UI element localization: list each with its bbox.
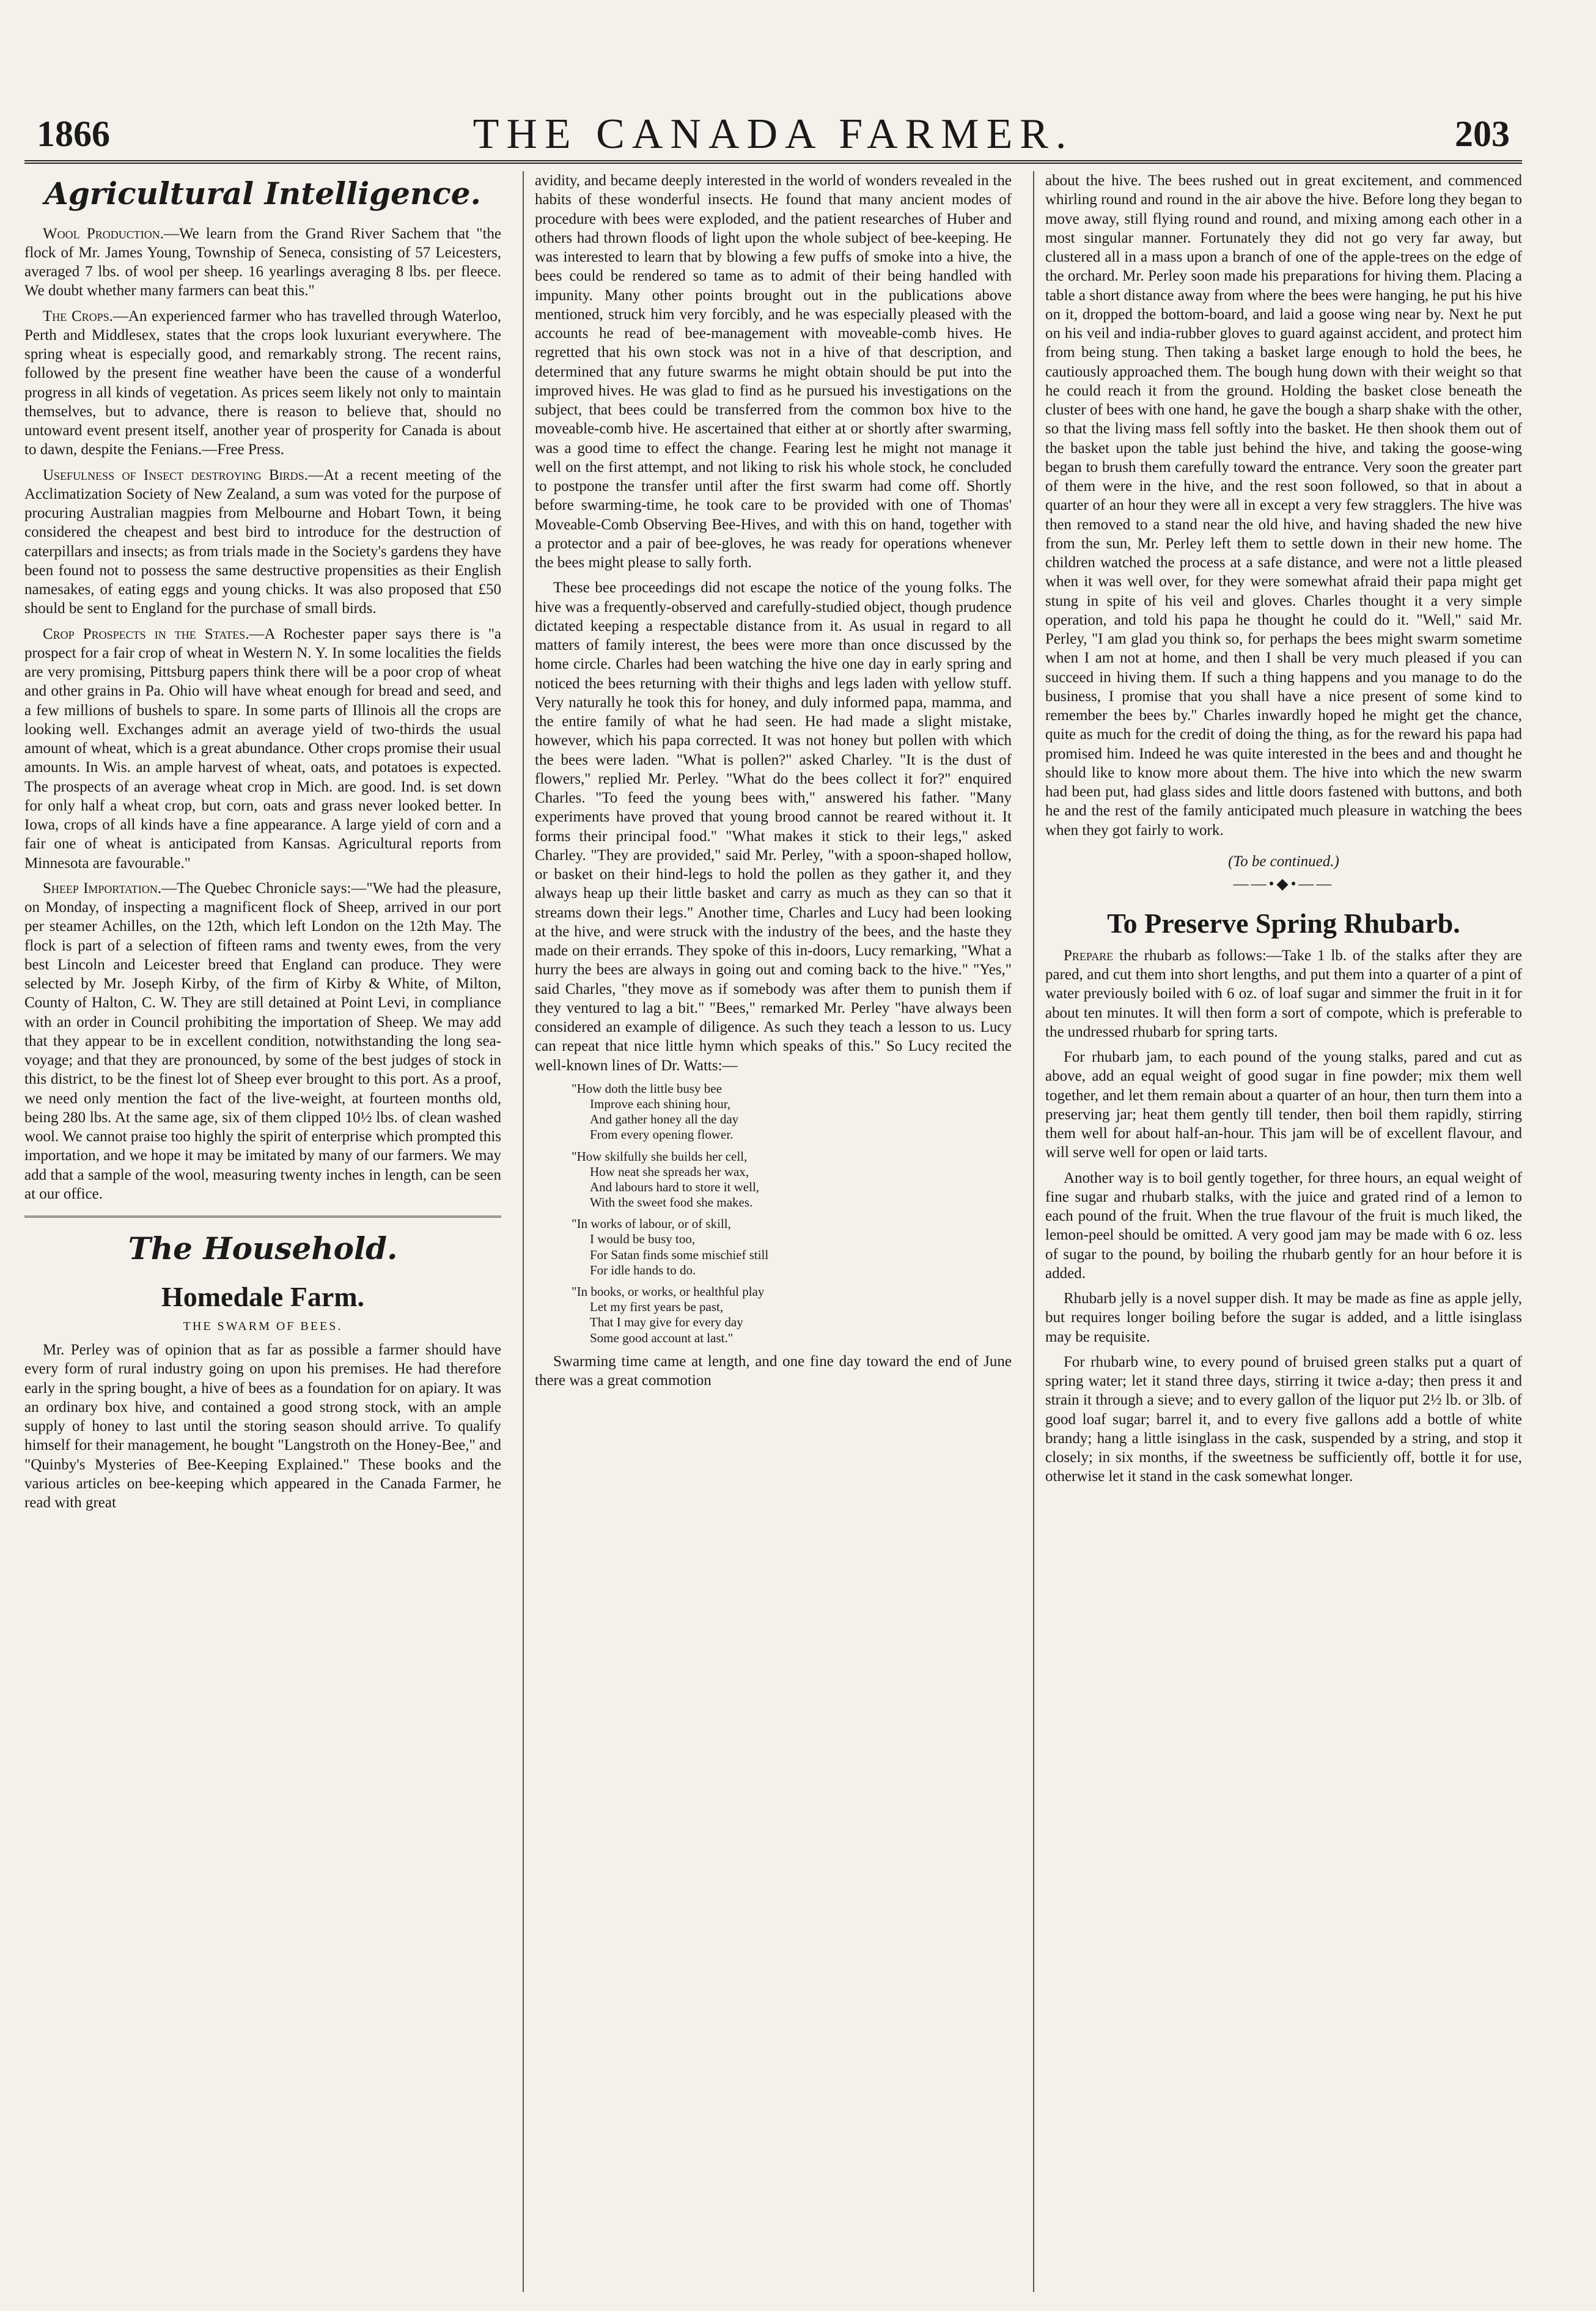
stanza-gap — [572, 1210, 1012, 1216]
poem-line: With the sweet food she makes. — [590, 1195, 753, 1210]
poem-line: And labours hard to store it well, — [590, 1179, 760, 1194]
article-paragraph — [24, 625, 501, 873]
poem-line: And gather honey all the day — [590, 1112, 739, 1127]
continued-note: (To be continued.) — [1228, 853, 1339, 870]
paragraph-text: the rhubarb as follows:—Take 1 lb. of the stalks after they are pared, and cut them into short lengths, and put them into a quarter of a pint of water previously boiled with 6 oz. of loaf sugar and simmer the fruit in it for about ten minutes. It will then form a sort of compote, which is preferable to the undressed rhubarb for spring tarts. — [1045, 947, 1522, 1040]
paragraph-text: For rhubarb jam, to each pound of the young stalks, pared and cut as above, add an equal weight of good sugar in fine powder; mix them well together, and let them remain about a quarter of an hour, then turn them into a preserving jar; heat them gently till tender, then boil them rapidly, stirring them well for about half-an-hour. This jam will be of excellent flavour, and will serve well for open or laid tarts. — [1045, 1049, 1522, 1161]
paragraph-text: Rhubarb jelly is a novel supper dish. It may be made as fine as apple jelly, but requires longer boiling before the sugar is added, and a little isinglass may be requisite. — [1045, 1290, 1522, 1345]
paragraph-lead: Wool Production. — [43, 225, 164, 242]
article-paragraph: Mr. Perley was of opinion that as far as possible a farmer should have every form of rural industry going on upon his premises. He had therefore early in the spring bought, a hive of bees as a foundation for on apiary. It was an ordinary box hive, and contained a good strong stock, with an ample supply of honey to last until the storing season should arrive. To qualify himself for their management, he bought "Langstroth on the Honey-Bee," and "Quinby's Mysteries of Bee-Keeping Explained." These books and the various articles on bee-keeping which appeared in the Canada Farmer, he read with great — [24, 1342, 501, 1511]
article-paragraph — [1045, 946, 1522, 1042]
article-subtitle: THE SWARM OF BEES. — [183, 1320, 343, 1333]
poem-line: "In books, or works, or healthful play — [572, 1284, 765, 1299]
poem-line: For idle hands to do. — [590, 1262, 696, 1277]
column-2 — [535, 171, 1012, 2292]
paragraph-lead: The Crops. — [43, 307, 113, 325]
ornament-divider: ——•◆•—— — [1233, 876, 1334, 892]
article-paragraph — [1045, 1048, 1522, 1163]
section-title-agricultural: Agricultural Intelligence. — [45, 175, 481, 211]
paragraph-lead: Crop Prospects in the States. — [43, 625, 249, 642]
poem-line: How neat she spreads her wax, — [590, 1164, 749, 1179]
poem-line: That I may give for every day — [590, 1315, 743, 1330]
column-1 — [24, 171, 501, 2292]
poem-line: Improve each shining hour, — [590, 1096, 731, 1111]
page-number: 203 — [1455, 114, 1510, 154]
article-paragraph — [24, 307, 501, 460]
paragraph-text: —The Quebec Chronicle says:—"We had the pleasure, on Monday, of inspecting a magnificent flock of Sheep, arrived in our port per steamer Achilles, on the 12th, which left London on the 12th May. The flock is part of a selection of fifteen rams and twenty ewes, from the very best Lincoln and Leicester breed that England can produce. They were selected by Mr. Joseph Kirby, of the firm of Kirby & White, of Milton, County of Halton, C. W. They are still detained at Point Levi, in compliance with an order in Council prohibiting the importation of Sheep. We may add that they appear to be in excellent condition, notwithstanding the long sea-voyage; and that they are pronounced, by some of the best judges of stock in this district, to be the finest lot of Sheep ever brought to this port. As a proof, we need only mention the fact of the live-weight, at fourteen months old, being 280 lbs. At the same age, six of them clipped 10½ lbs. of clean washed wool. We cannot praise too highly the spirit of enterprise which prompted this importation, and we hope it may be imitated by many of our farmers. We may add that a sample of the wool, measuring twenty inches in length, can be seen at our office. — [24, 880, 501, 1202]
article-paragraph — [1045, 1289, 1522, 1347]
poem-line: From every opening flower. — [590, 1127, 734, 1142]
article-title-rhubarb: To Preserve Spring Rhubarb. — [1107, 908, 1460, 939]
paragraph-text: —An experienced farmer who has travelled through Waterloo, Perth and Middlesex, states that the crops look luxuriant everywhere. The spring wheat is especially good, and remarkably strong. The recent rains, followed by the present fine weather have been the cause of a wonderful progress in all kinds of vegetation. As prices seem likely not only to maintain themselves, but to advance, there is reason to believe that, should no untoward event present itself, another year of prosperity for Canada is about to dawn, despite the Fenians.—Free Press. — [24, 307, 501, 458]
paragraph-text: For rhubarb wine, to every pound of bruised green stalks put a quart of spring water; let it stand three days, stirring it twice a-day; then press it and strain it through a sieve; and to every gallon of the liquor put 2½ lb. or 3lb. of good loaf sugar; barrel it, and to every five gallons add a bottle of white brandy; hang a little isinglass in the cask, suspended by a string, and stop it closely; in six months, if the sweetness be sufficiently off, bottle it for use, otherwise let it stand in the cask somewhat longer. — [1045, 1353, 1522, 1485]
article-paragraph — [1045, 1353, 1522, 1486]
paragraph-lead: Prepare — [1064, 947, 1114, 964]
column-divider — [523, 171, 524, 2292]
stanza-gap — [572, 1278, 1012, 1284]
article-paragraph: avidity, and became deeply interested in the world of wonders revealed in the habits of these wonderful insects. He found that many ancient modes of procedure with bees were exploded, and the patient researches of Huber and others had thrown floods of light upon the whole subject of bee-keeping. He was interested to learn that by blowing a few puffs of smoke into a hive, the bees could be rendered so tame as to admit of their being handled with impunity. Many other points brought out in the publications above mentioned, struck him very forcibly, and he was especially pleased with the accounts he read of bee-management with moveable-comb hives. He regretted that his own stock was not in a hive of that description, and determined that any future swarms he might obtain should be put into the improved hives. He was glad to find as he pursued his investigations on the subject, that bees could be transferred from the common box hive to the moveable-comb hive. He ascertained that either at or shortly after swarming, was a good time to effect the change. Fearing lest he might not manage it well on the first attempt, and not liking to risk his whole stock, he concluded to postpone the transfer until after the first swarm had come off. Shortly before swarming-time, he took care to be provided with one of Thomas' Moveable-Comb Observing Bee-Hives, and with this on hand, together with a protector and a pair of bee-gloves, he was ready for operations whenever the bees might please to sally forth. — [535, 172, 1012, 571]
agricultural-items — [24, 224, 501, 1204]
article-paragraph — [1045, 1169, 1522, 1284]
paragraph-lead: Usefulness of Insect destroying Birds. — [43, 466, 308, 483]
rhubarb-paragraphs — [1045, 946, 1522, 1486]
poem-line: "How doth the little busy bee — [572, 1081, 722, 1096]
masthead-title: THE CANADA FARMER. — [473, 111, 1074, 158]
paragraph-text: —We learn from the Grand River Sachem that "the flock of Mr. James Young, Township of Seneca, consisting of 57 Leicesters, averaged 7 lbs. of wool per sheep. 16 yearlings averaging 8 lbs. per fleece. We doubt whether many farmers can beat this." — [24, 225, 501, 299]
article-paragraph: about the hive. The bees rushed out in great excitement, and commenced whirling round and round in the air above the hive. Before long they began to move away, still flying round and round, and mixing among each other in a most singular manner. Fortunately they did not go very far away, but clustered all in a mass upon a branch of one of the apple-trees on the edge of the orchard. Mr. Perley soon made his preparations for hiving them. Placing a table a short distance away from where the bees were hanging, he put his hive on it, dropped the bottom-board, and laid a goose wing near by. Next he put on his veil and india-rubber gloves to guard against accident, and protect him from being stung. Then taking a basket large enough to hold the bees, he cautiously approached them. The bough hung down with their weight so that he could reach it from the ground. Holding the basket close beneath the cluster of bees with one hand, he gave the bough a sharp shake with the other, so that the living mass fell softly into the basket. He then shook them out of the basket upon the table just behind the hive, and taking the goose-wing began to brush them carefully toward the entrance. Very soon the greater part of them were in the hive, and the rest soon followed, so that in about a quarter of an hour they were all in except a very few stragglers. The hive was then removed to a stand near the old hive, and having shaded the new hive from the sun, Mr. Perley left them to settle down in their new home. The children watched the process at a safe distance, and were not a little pleased when it was well over, for they were somewhat afraid their papa might get stung in spite of his veil and gloves. Charles thought it a very simple operation, and told his papa he thought he could do it. "Well," said Mr. Perley, "I am glad you think so, for perhaps the bees might swarm sometime when I am not at home, and then I shall be very much pleased if you can succeed in hiving them. If such a thing happens and you manage to do the business, I promise that you shall have a nice present of some kind to remember the bees by." Charles inwardly hoped he might get the chance, quite as much for the credit of doing the thing, as for the reward his papa had promised him. Indeed he was quite interested in the bees and and thought he should like to know more about them. The hive into which the new swarm had been put, had glass sides and little doors fastened with buttons, and both he and the rest of the family anticipated much pleasure in watching the bees when they got fairly to work. — [1045, 172, 1522, 839]
article-title-homedale: Homedale Farm. — [161, 1280, 365, 1312]
paragraph-text: —A Rochester paper says there is "a prospect for a fair crop of wheat in Western N. Y. In some localities the fields are very promising, Pittsburg papers think there will be a poor crop of wheat and other grains in Pa. Ohio will have wheat enough for bread and seed, and a few millions of bushels to spare. In some parts of Illinois all the crops are looking well. Exchanges admit an average yield of two-thirds the usual amount of wheat, which is a great abundance. Other crops promise their usual amounts. In Wis. an ample harvest of wheat, oats, and potatoes is expected. The prospects of an average wheat crop in Mich. are good. Ind. is set down for only half a wheat crop, but corn, oats and grass never looked better. In Iowa, crops of all kinds have a fine appearance. A large yield of corn and a fair one of wheat is anticipated from Kansas. Agricultural reports from Minnesota are favourable." — [24, 625, 501, 872]
paragraph-lead: Sheep Importation. — [43, 880, 162, 897]
stanza-gap — [572, 1143, 1012, 1149]
paragraph-text: Another way is to boil gently together, for three hours, an equal weight of fine sugar and rhubarb stalks, with the juice and grated rind of a lemon to each pound of the fruit. When the true flavour of the fruit is much liked, the lemon-peel should be omitted. A very good jam may be made with 6 oz. less of sugar to the pound, by boiling the rhubarb gently for an hour before it is added. — [1045, 1169, 1522, 1282]
divider — [24, 1216, 501, 1218]
newspaper-page — [24, 92, 1522, 2292]
article-paragraph — [24, 224, 501, 301]
column-divider — [1033, 171, 1034, 2292]
poem — [572, 1081, 1012, 1346]
article-paragraph: Swarming time came at length, and one fine day toward the end of June there was a great commotion — [535, 1353, 1012, 1389]
section-title-household: The Household. — [128, 1230, 398, 1266]
poem-line: "In works of labour, or of skill, — [572, 1216, 731, 1232]
masthead — [24, 92, 1522, 158]
paragraph-text: —At a recent meeting of the Acclimatization Society of New Zealand, a sum was voted for the purpose of procuring Australian magpies from Melbourne and Hobart Town, it being considered the cheapest and best bird to introduce for the destruction of caterpillars and insects; as from trials made in the Society's gardens they have been found not to possess the same destructive propensities as their English namesakes, of eating eggs and young chicks. It was also proposed that £50 should be sent to England for the purchase of small birds. — [24, 466, 501, 617]
article-paragraph: These bee proceedings did not escape the notice of the young folks. The hive was a frequently-observed and carefully-studied object, though prudence dictated keeping a respectable distance from it. As usual in regard to all matters of family interest, the bees were more than once discussed by the home circle. Charles had been watching the hive one day in early spring and noticed the bees returning with their thighs and legs laden with yellow stuff. Very naturally he took this for honey, and duly informed papa, mamma, and the entire family of what he had seen. He had made a slight mistake, however, which his papa corrected. It was not honey but pollen with which the bees were laden. "What is pollen?" asked Charley. "It is the dust of flowers," replied Mr. Perley. "What do the bees collect it for?" enquired Charles. "To feed the young bees with," answered his father. "Many experiments have proved that young brood cannot be reared without it. It forms their principal food." "What makes it stick to their legs," asked Charley. "They are provided," said Mr. Perley, "with a spoon-shaped hollow, or basket on their hind-legs to hold the pollen as they gather it, and they always heap up their little basket and carry as much as they can so that it streams down their legs." Another time, Charles and Lucy had been looking at the hive, and were struck with the industry of the bees, and the haste they made on their errands. They spoke of this in-doors, Lucy remarking, "What a hurry the bees are always in going out and coming back to the hive." "Yes," said Charles, "they move as if somebody was after them to punish them if they ventured to lag a bit." "Bees," remarked Mr. Perley "have always been considered an example of diligence. As such they teach a lesson to us. Lucy can repeat that nice little hymn which speaks of this." So Lucy recited the well-known lines of Dr. Watts:— — [535, 579, 1012, 1074]
column-3 — [1045, 171, 1522, 2292]
poem-line: "How skilfully she builds her cell, — [572, 1148, 748, 1164]
poem-line: For Satan finds some mischief still — [590, 1247, 769, 1262]
poem-line: Some good account at last." — [590, 1330, 734, 1345]
poem-line: Let my first years be past, — [590, 1299, 724, 1315]
masthead-year: 1866 — [37, 114, 110, 154]
masthead-rule — [24, 160, 1522, 164]
article-paragraph — [24, 879, 501, 1203]
poem-line: I would be busy too, — [590, 1232, 696, 1247]
article-paragraph — [24, 466, 501, 619]
